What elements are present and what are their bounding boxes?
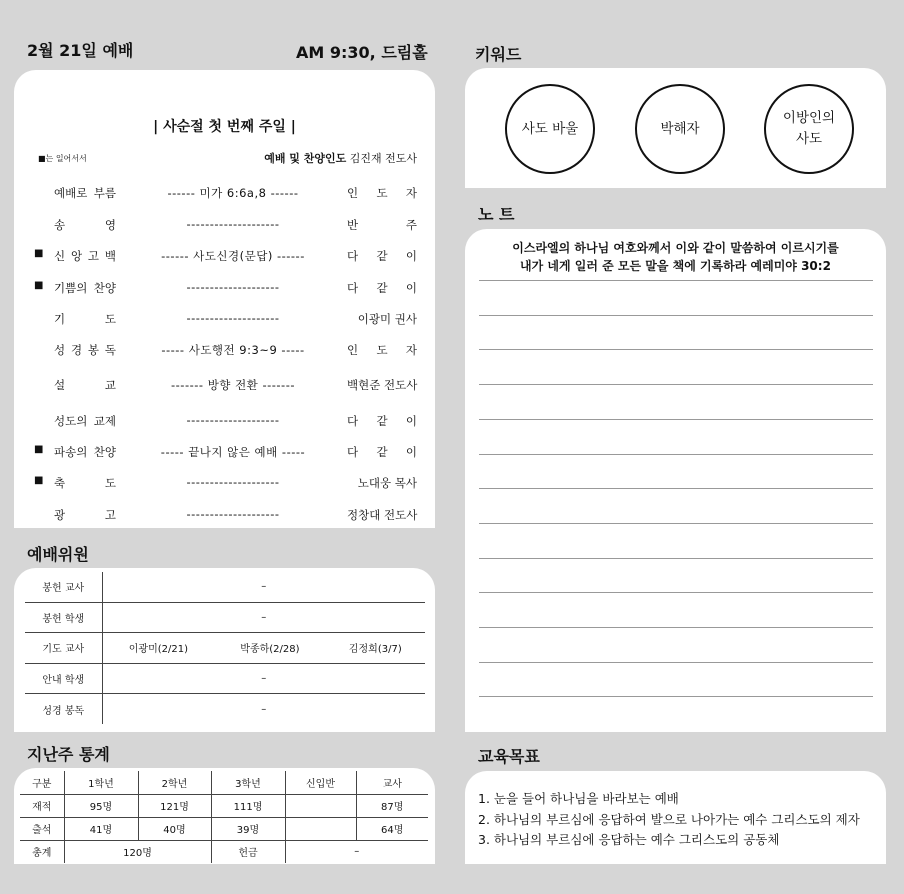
stats-cell: 64명	[356, 817, 428, 840]
table-row	[20, 840, 428, 863]
order-row	[14, 375, 435, 395]
stand-note: ■는 일어서서	[38, 154, 87, 163]
keywords-card	[465, 68, 886, 188]
committee-role: 봉헌 학생	[25, 602, 102, 632]
order-item-detail: ------- 방향 전환 -------	[171, 378, 295, 392]
note-rule-line	[479, 384, 873, 385]
table-row	[25, 633, 425, 663]
service-date: 2월 21일 예배	[27, 41, 134, 60]
stats-cell: 95명	[64, 794, 138, 817]
order-item-label: 파송의 찬양	[54, 445, 116, 459]
stats-cell	[285, 794, 356, 817]
keyword-circle: 이방인의 사도	[764, 84, 854, 174]
order-title: | 사순절 첫 번째 주일 |	[153, 119, 296, 135]
note-rule-line	[479, 419, 873, 420]
keyword-circle: 사도 바울	[505, 84, 595, 174]
stats-cell: 40명	[138, 817, 211, 840]
verse-line: 이스라엘의 하나님 여호와께서 이와 같이 말씀하여 이르시기를	[512, 241, 839, 255]
committee-value: –	[102, 663, 425, 693]
note-rule-line	[479, 696, 873, 697]
education-card	[465, 771, 886, 864]
table-row	[20, 794, 428, 817]
order-item-person: 다 같 이	[347, 281, 417, 295]
committee-role: 안내 학생	[25, 663, 102, 693]
stats-cell: 재적	[20, 794, 64, 817]
leader-line	[264, 150, 417, 166]
stats-cell: 헌금	[211, 840, 285, 863]
order-item-detail: --------------------	[186, 311, 280, 325]
stats-header: 신입반	[285, 771, 356, 794]
order-item-detail: --------------------	[186, 413, 280, 427]
order-row	[14, 473, 435, 493]
order-item-detail: --------------------	[186, 217, 280, 231]
order-row	[14, 246, 435, 266]
stats-cell	[285, 817, 356, 840]
stand-mark: ■	[34, 475, 44, 486]
committee-value: –	[102, 602, 425, 632]
table-row	[20, 817, 428, 840]
note-rule-line	[479, 523, 873, 524]
stats-header: 구분	[20, 771, 64, 794]
stats-cell: 41명	[64, 817, 138, 840]
order-item-detail: ----- 사도행전 9:3~9 -----	[161, 343, 305, 357]
stats-cell: 총계	[20, 840, 64, 863]
note-rule-line	[479, 454, 873, 455]
verse-line: 내가 네게 일러 준 모든 말을 책에 기록하라 예레미야 30:2	[520, 259, 831, 273]
order-item-label: 송 영	[54, 218, 116, 232]
order-item-detail: --------------------	[186, 507, 280, 521]
order-item-person: 인 도 자	[347, 186, 417, 200]
order-item-person: 정창대 전도사	[347, 508, 418, 522]
order-of-worship-card	[14, 70, 435, 528]
service-time-place: AM 9:30, 드림홀	[296, 43, 428, 62]
note-rule-line	[479, 558, 873, 559]
order-item-detail: --------------------	[186, 475, 280, 489]
committee-title: 예배위원	[27, 545, 89, 564]
stand-mark: ■	[34, 248, 44, 259]
stand-mark: ■	[34, 280, 44, 291]
committee-value: 김정희(3/7)	[326, 633, 425, 663]
order-item-person: 백현준 전도사	[347, 378, 418, 392]
stats-header: 3학년	[211, 771, 285, 794]
table-row	[25, 694, 425, 724]
note-rule-line	[479, 315, 873, 316]
order-item-person: 다 같 이	[347, 414, 417, 428]
leader-label: 예배 및 찬양인도	[264, 152, 347, 165]
stats-cell: 111명	[211, 794, 285, 817]
order-row	[14, 505, 435, 525]
order-item-label: 성 경 봉 독	[54, 343, 116, 357]
order-item-person: 다 같 이	[347, 445, 417, 459]
committee-value: 박종하(2/28)	[214, 633, 325, 663]
order-row	[14, 278, 435, 298]
committee-role: 성경 봉독	[25, 694, 102, 724]
committee-role: 기도 교사	[25, 633, 102, 663]
list-item: 1. 눈을 들어 하나님을 바라보는 예배	[478, 791, 679, 806]
order-row	[14, 442, 435, 462]
stats-cell: –	[354, 846, 360, 858]
committee-value: –	[261, 703, 267, 715]
notes-title: 노 트	[478, 205, 515, 224]
order-item-label: 기 도	[54, 312, 116, 326]
note-rule-line	[479, 488, 873, 489]
memory-verse	[465, 239, 886, 275]
list-item: 2. 하나님의 부르심에 응답하여 발으로 나아가는 예수 그리스도의 제자	[478, 811, 860, 827]
committee-value: –	[102, 572, 425, 602]
order-row	[14, 411, 435, 431]
order-item-person: 이광미 권사	[357, 312, 417, 326]
keywords-title: 키워드	[475, 45, 522, 64]
note-rule-line	[479, 627, 873, 628]
stats-cell: 120명	[64, 840, 211, 863]
note-rule-line	[479, 280, 873, 281]
order-item-label: 광 고	[54, 508, 116, 522]
order-item-person: 다 같 이	[347, 249, 417, 263]
stand-mark: ■	[34, 444, 44, 455]
table-row	[25, 663, 425, 693]
order-item-detail: ----- 끝나지 않은 예배 -----	[160, 445, 306, 459]
order-item-label: 축 도	[54, 476, 116, 490]
committee-card	[14, 568, 435, 732]
order-item-label: 예배로 부름	[54, 186, 116, 200]
table-row	[25, 602, 425, 632]
leader-name: 김진재 전도사	[349, 152, 417, 165]
stats-cell: 39명	[211, 817, 285, 840]
order-row	[14, 340, 435, 360]
committee-table	[25, 572, 425, 724]
order-row	[14, 309, 435, 329]
stats-header: 1학년	[64, 771, 138, 794]
stats-cell: 121명	[138, 794, 211, 817]
education-list	[478, 789, 860, 851]
committee-role: 봉헌 교사	[25, 572, 102, 602]
order-item-label: 기쁨의 찬양	[54, 281, 116, 295]
note-rule-line	[479, 662, 873, 663]
stats-cell: 출석	[20, 817, 64, 840]
order-item-detail: --------------------	[186, 280, 280, 294]
stats-header: 2학년	[138, 771, 211, 794]
table-header-row	[20, 771, 428, 794]
order-row	[14, 183, 435, 203]
order-item-label: 설 교	[54, 378, 116, 392]
stats-card	[14, 768, 435, 864]
order-item-person: 인 도 자	[347, 343, 417, 357]
note-rule-line	[479, 592, 873, 593]
notes-card	[465, 229, 886, 732]
order-item-label: 성도의 교제	[54, 414, 116, 428]
education-title: 교육목표	[478, 747, 540, 766]
order-item-detail: ------ 사도신경(문답) ------	[161, 249, 305, 263]
table-row	[25, 572, 425, 602]
stats-cell: 87명	[356, 794, 428, 817]
committee-value: 이광미(2/21)	[102, 633, 214, 663]
note-rule-line	[479, 349, 873, 350]
order-row	[14, 215, 435, 235]
order-item-person: 반 주	[347, 218, 417, 232]
stats-table	[20, 771, 428, 863]
order-item-detail: ------ 미가 6:6a,8 ------	[167, 186, 299, 200]
list-item: 3. 하나님의 부르심에 응답하는 예수 그리스도의 공동체	[478, 832, 780, 847]
order-item-label: 신 앙 고 백	[54, 249, 116, 263]
keyword-circle: 박해자	[635, 84, 725, 174]
stats-header: 교사	[356, 771, 428, 794]
order-item-person: 노대웅 목사	[357, 476, 417, 490]
stats-title: 지난주 통계	[27, 745, 110, 764]
